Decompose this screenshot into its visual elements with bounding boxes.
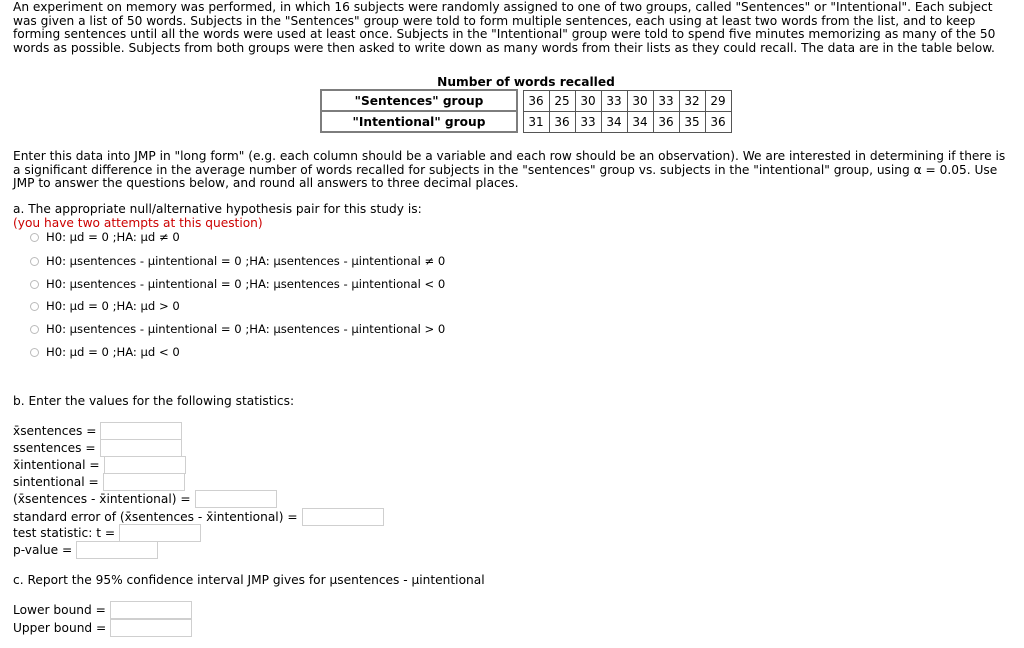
stat-label: (x̄sentences - x̄intentional) =: [13, 492, 191, 506]
table-caption: Number of words recalled: [437, 74, 615, 89]
option-h0: H0: μd = 0 ;: [46, 230, 117, 244]
stat-label: x̄sentences =: [13, 424, 97, 438]
stat-row: [13, 422, 182, 440]
table-cell: 32: [679, 90, 705, 111]
sd-sentences-input[interactable]: [100, 439, 182, 457]
mean-sentences-input[interactable]: [100, 422, 182, 440]
hypothesis-option-3[interactable]: [30, 277, 445, 291]
option-ha: HA: μsentences - μintentional > 0: [249, 322, 446, 336]
hypothesis-option-6[interactable]: [30, 345, 180, 359]
table-cell: 30: [575, 90, 601, 111]
stat-row: [13, 456, 186, 474]
option-h0: H0: μsentences - μintentional = 0 ;: [46, 322, 250, 336]
table-cell: 29: [705, 90, 731, 111]
stat-label: ssentences =: [13, 441, 96, 455]
hypothesis-option-5[interactable]: [30, 322, 445, 336]
stat-row: [13, 601, 192, 619]
option-ha: HA: μsentences - μintentional ≠ 0: [249, 254, 446, 268]
standard-error-input[interactable]: [302, 508, 384, 526]
mean-difference-input[interactable]: [195, 490, 277, 508]
table-row: [321, 111, 731, 132]
table-cell: 33: [653, 90, 679, 111]
stat-row: [13, 524, 201, 542]
row-label-intentional: "Intentional" group: [321, 111, 517, 132]
table-cell: 33: [575, 111, 601, 132]
stat-label: test statistic: t =: [13, 526, 116, 540]
stat-label: p-value =: [13, 543, 73, 557]
upper-bound-input[interactable]: [110, 619, 192, 637]
table-cell: 35: [679, 111, 705, 132]
option-h0: H0: μsentences - μintentional = 0 ;: [46, 254, 250, 268]
row-label-sentences: "Sentences" group: [321, 90, 517, 111]
radio-button[interactable]: [30, 233, 39, 242]
stat-row: [13, 541, 158, 559]
radio-button[interactable]: [30, 280, 39, 289]
part-a-question: a. The appropriate null/alternative hypothesis pair for this study is:: [13, 202, 422, 216]
option-ha: HA: μd < 0: [116, 345, 180, 359]
part-b-question: b. Enter the values for the following statistics:: [13, 394, 295, 408]
table-cell: 36: [523, 90, 549, 111]
table-cell: 25: [549, 90, 575, 111]
table-cell: 34: [601, 111, 627, 132]
upper-bound-label: Upper bound =: [13, 621, 107, 635]
option-h0: H0: μd = 0 ;: [46, 345, 117, 359]
table-row: [321, 90, 731, 111]
table-cell: 36: [705, 111, 731, 132]
radio-button[interactable]: [30, 348, 39, 357]
option-ha: HA: μd ≠ 0: [116, 230, 180, 244]
stat-label: x̄intentional =: [13, 458, 100, 472]
part-c-question: c. Report the 95% confidence interval JMP gives for μsentences - μintentional: [13, 573, 485, 587]
table-cell: 36: [549, 111, 575, 132]
option-ha: HA: μd > 0: [116, 299, 180, 313]
table-cell: 31: [523, 111, 549, 132]
stat-row: [13, 490, 277, 508]
hypothesis-option-2[interactable]: [30, 254, 445, 268]
option-h0: H0: μd = 0 ;: [46, 299, 117, 313]
stat-row: [13, 473, 185, 491]
stat-row: [13, 619, 192, 637]
stat-row: [13, 439, 182, 457]
lower-bound-input[interactable]: [110, 601, 192, 619]
problem-intro: An experiment on memory was performed, in which 16 subjects were randomly assigned to one of two groups, called "Sentences" or "Intentional". Each subject was given a list of 50 words. Subjects in the "Sentences" group were told to form multiple sentences, each using at least two words from the list, and to keep forming sentences until all the words were used at least once. Subjects in the "Intentional" group were told to spend five minutes memorizing as many of the 50 words as possible. Subjects from both groups were then asked to write down as many words from their lists as they could recall. The data are in the table below.: [13, 0, 996, 55]
table-cell: 30: [627, 90, 653, 111]
part-a-header: [13, 203, 422, 230]
test-statistic-input[interactable]: [119, 524, 201, 542]
radio-button[interactable]: [30, 325, 39, 334]
stat-label: sintentional =: [13, 475, 99, 489]
option-h0: H0: μsentences - μintentional = 0 ;: [46, 277, 250, 291]
data-table: [320, 74, 732, 133]
radio-button[interactable]: [30, 302, 39, 311]
attempts-note: (you have two attempts at this question): [13, 215, 263, 230]
table-cell: 34: [627, 111, 653, 132]
lower-bound-label: Lower bound =: [13, 603, 106, 617]
stat-label: standard error of (x̄sentences - x̄intentional) =: [13, 510, 298, 524]
radio-button[interactable]: [30, 257, 39, 266]
p-value-input[interactable]: [76, 541, 158, 559]
sd-intentional-input[interactable]: [103, 473, 185, 491]
table-cell: 33: [601, 90, 627, 111]
option-ha: HA: μsentences - μintentional < 0: [249, 277, 446, 291]
instructions: Enter this data into JMP in "long form" (e.g. each column should be a variable and each row should be an observation). We are interested in determining if there is a significant difference in the average number of words recalled for subjects in the "sentences" group vs. subjects in the "intentional" group, using α = 0.05. Use JMP to answer the questions below, and round all answers to three decimal places.: [13, 149, 1006, 191]
mean-intentional-input[interactable]: [104, 456, 186, 474]
table-cell: 36: [653, 111, 679, 132]
hypothesis-option-1[interactable]: [30, 230, 180, 244]
hypothesis-option-4[interactable]: [30, 299, 180, 313]
